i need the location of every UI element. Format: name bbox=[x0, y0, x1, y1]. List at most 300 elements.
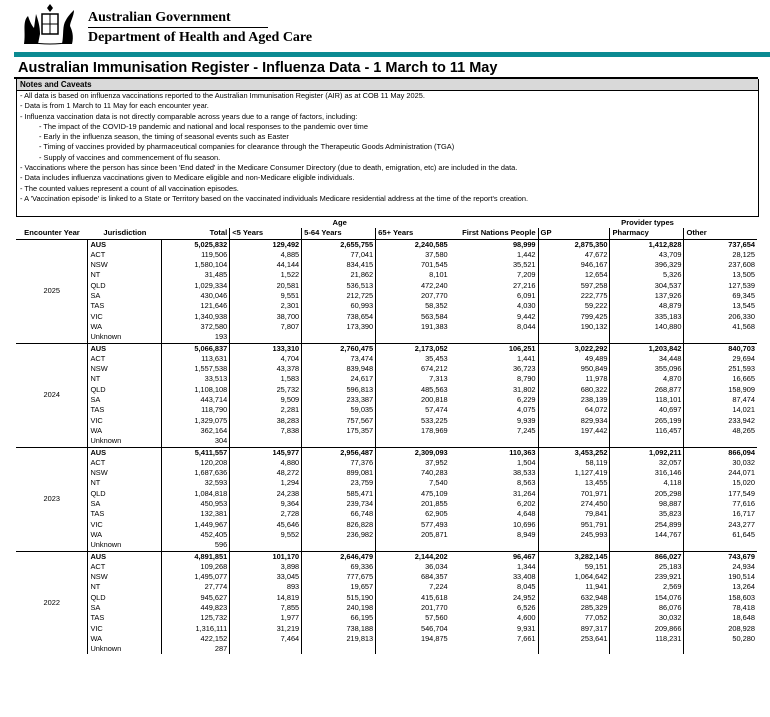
value-cell: 13,264 bbox=[684, 582, 757, 592]
value-cell: 1,580,104 bbox=[162, 260, 230, 270]
table-row bbox=[16, 405, 757, 415]
value-cell: 701,545 bbox=[376, 260, 450, 270]
value-cell: 98,887 bbox=[610, 499, 684, 509]
table-row bbox=[16, 395, 757, 405]
value-cell: 899,081 bbox=[302, 468, 376, 478]
note-line: - The counted values represent a count of all vaccination episodes. bbox=[20, 183, 239, 193]
value-cell: 1,329,075 bbox=[162, 416, 230, 426]
value-cell: 1,412,828 bbox=[610, 239, 684, 250]
value-cell: 7,855 bbox=[230, 603, 302, 613]
value-cell: 2,956,487 bbox=[302, 447, 376, 458]
value-cell: 335,183 bbox=[610, 312, 684, 322]
value-cell: 4,030 bbox=[517, 301, 536, 311]
value-cell: 57,474 bbox=[376, 405, 450, 415]
value-cell: 58,119 bbox=[538, 458, 610, 468]
value-cell: 450,953 bbox=[162, 499, 230, 509]
value-cell: 362,164 bbox=[162, 426, 230, 436]
value-cell: 893 bbox=[230, 582, 302, 592]
value-cell: 133,310 bbox=[230, 343, 302, 354]
value-cell: 6,229 bbox=[517, 395, 536, 405]
jurisdiction-cell: AUS bbox=[88, 343, 162, 354]
value-cell: 701,971 bbox=[538, 489, 610, 499]
note-line: - Timing of vaccines provided by pharmaceutical companies for clearance through the Therapeutic Goods Administration (TGA) bbox=[39, 142, 455, 152]
table-row bbox=[16, 644, 757, 654]
col-first-nations: First Nations People bbox=[450, 228, 538, 239]
value-cell: 233,387 bbox=[302, 395, 376, 405]
value-cell bbox=[610, 540, 684, 551]
value-cell: 1,084,818 bbox=[162, 489, 230, 499]
value-cell: 4,118 bbox=[610, 478, 684, 488]
value-cell: 129,492 bbox=[230, 239, 302, 250]
value-cell: 7,661 bbox=[517, 633, 536, 643]
note-line: - A 'Vaccination episode' is linked to a State or Territory based on the vaccinated individuals Medicare residential address at the time of the report's creation. bbox=[20, 193, 529, 203]
value-cell: 31,219 bbox=[230, 624, 302, 634]
value-cell: 2,655,755 bbox=[302, 239, 376, 250]
value-cell: 743,679 bbox=[684, 551, 757, 562]
value-cell: 127,539 bbox=[684, 281, 757, 291]
value-cell: 738,654 bbox=[302, 312, 376, 322]
value-cell bbox=[302, 436, 376, 447]
jurisdiction-cell: NT bbox=[88, 582, 162, 592]
value-cell: 684,357 bbox=[376, 572, 450, 582]
table-row bbox=[16, 270, 757, 280]
value-cell: 109,268 bbox=[162, 562, 230, 572]
page-title: Australian Immunisation Register - Influenza Data - 1 March to 11 May bbox=[18, 60, 498, 76]
jurisdiction-cell: WA bbox=[88, 322, 162, 332]
data-table bbox=[16, 218, 757, 654]
value-cell: 5,326 bbox=[610, 270, 684, 280]
value-cell: 597,258 bbox=[538, 281, 610, 291]
value-cell: 372,580 bbox=[162, 322, 230, 332]
dept-name: Department of Health and Aged Care bbox=[88, 30, 313, 45]
note-line: - Vaccinations where the person has since been 'End dated' in the Medicare Consumer Directory (due to death, emigration, etc) are included in the data. bbox=[20, 163, 518, 173]
value-cell: 2,240,585 bbox=[376, 239, 450, 250]
value-cell: 422,152 bbox=[162, 634, 230, 644]
value-cell: 3,453,252 bbox=[538, 447, 610, 458]
value-cell: 59,222 bbox=[538, 301, 610, 311]
value-cell: 950,849 bbox=[538, 364, 610, 374]
value-cell: 15,020 bbox=[684, 478, 757, 488]
value-cell bbox=[538, 436, 610, 447]
value-cell: 1,449,967 bbox=[162, 520, 230, 530]
jurisdiction-cell: NSW bbox=[88, 364, 162, 374]
jurisdiction-cell: SA bbox=[88, 395, 162, 405]
value-cell: 4,885 bbox=[230, 250, 302, 260]
value-cell: 13,545 bbox=[684, 301, 757, 311]
value-cell: 59,035 bbox=[302, 405, 376, 415]
value-cell: 96,467 bbox=[450, 551, 538, 562]
value-cell: 212,725 bbox=[302, 291, 376, 301]
value-cell: 6,526 bbox=[517, 602, 536, 612]
value-cell: 287 bbox=[162, 644, 230, 654]
value-cell: 44,144 bbox=[230, 260, 302, 270]
value-cell: 839,948 bbox=[302, 364, 376, 374]
value-cell: 177,549 bbox=[684, 489, 757, 499]
table-row bbox=[16, 447, 757, 458]
value-cell: 951,791 bbox=[538, 520, 610, 530]
note-line: - Supply of vaccines and commencement of flu season. bbox=[39, 152, 221, 162]
table-row bbox=[16, 458, 757, 468]
table-row bbox=[16, 312, 757, 322]
value-cell: 1,522 bbox=[230, 270, 302, 280]
value-cell: 826,828 bbox=[302, 520, 376, 530]
value-cell: 77,041 bbox=[302, 250, 376, 260]
value-cell: 265,199 bbox=[610, 416, 684, 426]
value-cell: 27,774 bbox=[162, 582, 230, 592]
value-cell: 6,202 bbox=[517, 499, 536, 509]
col-gp: GP bbox=[538, 228, 610, 239]
value-cell: 24,617 bbox=[302, 374, 376, 384]
notes-body bbox=[17, 91, 758, 204]
note-line: - Influenza vaccination data is not directly comparable across years due to a range of factors, including: bbox=[20, 111, 358, 121]
value-cell: 7,224 bbox=[376, 582, 450, 592]
encounter-year: 2024 bbox=[16, 343, 88, 447]
value-cell: 9,939 bbox=[517, 415, 536, 425]
value-cell: 201,770 bbox=[376, 603, 450, 613]
value-cell: 120,208 bbox=[162, 458, 230, 468]
jurisdiction-cell: QLD bbox=[88, 593, 162, 603]
value-cell: 106,251 bbox=[450, 343, 538, 354]
value-cell bbox=[376, 332, 450, 343]
value-cell: 485,563 bbox=[376, 385, 450, 395]
value-cell: 2,144,202 bbox=[376, 551, 450, 562]
value-cell: 1,687,636 bbox=[162, 468, 230, 478]
value-cell: 7,838 bbox=[230, 426, 302, 436]
value-cell bbox=[684, 332, 757, 343]
jurisdiction-cell: AUS bbox=[88, 551, 162, 562]
value-cell: 33,513 bbox=[162, 374, 230, 384]
jurisdiction-cell: WA bbox=[88, 426, 162, 436]
value-cell: 563,584 bbox=[376, 312, 450, 322]
value-cell: 9,552 bbox=[230, 530, 302, 540]
value-cell: 36,034 bbox=[376, 562, 450, 572]
value-cell: 33,408 bbox=[512, 572, 536, 582]
header bbox=[0, 0, 770, 50]
jurisdiction-cell: Unknown bbox=[88, 540, 162, 551]
value-cell: 194,875 bbox=[376, 634, 450, 644]
value-cell: 1,504 bbox=[517, 457, 536, 467]
value-cell: 209,866 bbox=[610, 624, 684, 634]
value-cell: 546,704 bbox=[376, 624, 450, 634]
value-cell: 28,125 bbox=[684, 250, 757, 260]
value-cell: 244,071 bbox=[684, 468, 757, 478]
value-cell: 5,025,832 bbox=[162, 239, 230, 250]
value-cell: 116,457 bbox=[610, 426, 684, 436]
table-row bbox=[16, 332, 757, 343]
value-cell: 757,567 bbox=[302, 416, 376, 426]
jurisdiction-cell: NSW bbox=[88, 572, 162, 582]
value-cell bbox=[538, 332, 610, 343]
value-cell: 4,704 bbox=[230, 354, 302, 364]
table-row bbox=[16, 354, 757, 364]
value-cell: 799,425 bbox=[538, 312, 610, 322]
value-cell: 66,748 bbox=[302, 509, 376, 519]
value-cell bbox=[684, 540, 757, 551]
value-cell: 834,415 bbox=[302, 260, 376, 270]
value-cell: 35,453 bbox=[376, 354, 450, 364]
value-cell: 1,583 bbox=[230, 374, 302, 384]
value-cell: 118,231 bbox=[610, 634, 684, 644]
value-cell: 475,109 bbox=[376, 489, 450, 499]
table-row bbox=[16, 530, 757, 540]
value-cell: 304 bbox=[162, 436, 230, 447]
jurisdiction-cell: Unknown bbox=[88, 436, 162, 447]
value-cell: 118,790 bbox=[162, 405, 230, 415]
value-cell: 316,146 bbox=[610, 468, 684, 478]
value-cell: 8,101 bbox=[376, 270, 450, 280]
note-line: - Data includes influenza vaccinations given to Medicare eligible and non-Medicare eligible individuals. bbox=[20, 173, 355, 183]
value-cell: 37,952 bbox=[376, 458, 450, 468]
value-cell: 9,364 bbox=[230, 499, 302, 509]
value-cell bbox=[302, 332, 376, 343]
value-cell bbox=[684, 644, 757, 654]
value-cell: 5,411,557 bbox=[162, 447, 230, 458]
value-cell: 8,563 bbox=[517, 478, 536, 488]
jurisdiction-cell: ACT bbox=[88, 354, 162, 364]
value-cell: 145,977 bbox=[230, 447, 302, 458]
value-cell: 49,489 bbox=[538, 354, 610, 364]
value-cell: 125,732 bbox=[162, 613, 230, 623]
value-cell: 113,631 bbox=[162, 354, 230, 364]
value-cell: 577,493 bbox=[376, 520, 450, 530]
value-cell: 866,094 bbox=[684, 447, 757, 458]
jurisdiction-cell: ACT bbox=[88, 562, 162, 572]
value-cell: 8,790 bbox=[517, 374, 536, 384]
value-cell: 25,732 bbox=[230, 385, 302, 395]
table-row bbox=[16, 468, 757, 478]
table-body bbox=[16, 239, 757, 654]
value-cell: 4,891,851 bbox=[162, 551, 230, 562]
value-cell bbox=[302, 644, 376, 654]
value-cell: 101,170 bbox=[230, 551, 302, 562]
value-cell: 222,775 bbox=[538, 291, 610, 301]
value-cell: 58,352 bbox=[376, 301, 450, 311]
value-cell: 66,195 bbox=[302, 613, 376, 623]
value-cell: 47,672 bbox=[538, 250, 610, 260]
value-cell: 7,464 bbox=[230, 634, 302, 644]
table-row bbox=[16, 416, 757, 426]
jurisdiction-cell: NSW bbox=[88, 468, 162, 478]
value-cell: 205,298 bbox=[610, 489, 684, 499]
value-cell: 48,879 bbox=[610, 301, 684, 311]
value-cell bbox=[302, 540, 376, 551]
value-cell: 77,616 bbox=[684, 499, 757, 509]
value-cell: 50,280 bbox=[684, 634, 757, 644]
value-cell: 840,703 bbox=[684, 343, 757, 354]
age-group-header: Age bbox=[332, 218, 347, 227]
jurisdiction-cell: SA bbox=[88, 291, 162, 301]
header-divider bbox=[88, 27, 268, 28]
value-cell: 1,127,419 bbox=[538, 468, 610, 478]
value-cell: 945,627 bbox=[162, 593, 230, 603]
value-cell: 43,378 bbox=[230, 364, 302, 374]
value-cell: 7,807 bbox=[230, 322, 302, 332]
value-cell bbox=[538, 540, 610, 551]
value-cell: 1,092,211 bbox=[610, 447, 684, 458]
value-cell: 1,029,334 bbox=[162, 281, 230, 291]
value-cell: 274,450 bbox=[538, 499, 610, 509]
table-row bbox=[16, 478, 757, 488]
value-cell: 9,931 bbox=[517, 623, 536, 633]
value-cell: 585,471 bbox=[302, 489, 376, 499]
value-cell: 596 bbox=[162, 540, 230, 551]
value-cell: 7,540 bbox=[376, 478, 450, 488]
value-cell: 9,551 bbox=[230, 291, 302, 301]
value-cell: 4,870 bbox=[610, 374, 684, 384]
value-cell: 41,568 bbox=[684, 322, 757, 332]
value-cell: 14,021 bbox=[684, 405, 757, 415]
jurisdiction-cell: Unknown bbox=[88, 332, 162, 343]
value-cell: 32,057 bbox=[610, 458, 684, 468]
value-cell bbox=[450, 332, 538, 343]
value-cell bbox=[450, 436, 538, 447]
note-line: - Data is from 1 March to 11 May for each encounter year. bbox=[20, 101, 209, 111]
value-cell bbox=[376, 540, 450, 551]
value-cell: 154,076 bbox=[610, 593, 684, 603]
value-cell: 38,533 bbox=[512, 468, 536, 478]
value-cell: 36,723 bbox=[512, 364, 536, 374]
value-cell: 208,928 bbox=[684, 624, 757, 634]
value-cell: 254,899 bbox=[610, 520, 684, 530]
value-cell: 8,045 bbox=[517, 582, 536, 592]
value-cell: 1,441 bbox=[517, 353, 536, 363]
jurisdiction-cell: SA bbox=[88, 499, 162, 509]
value-cell: 239,734 bbox=[302, 499, 376, 509]
value-cell: 449,823 bbox=[162, 603, 230, 613]
value-cell: 31,485 bbox=[162, 270, 230, 280]
value-cell bbox=[450, 540, 538, 551]
value-cell: 33,045 bbox=[230, 572, 302, 582]
table-row bbox=[16, 343, 757, 354]
value-cell: 197,442 bbox=[538, 426, 610, 436]
value-cell: 2,569 bbox=[610, 582, 684, 592]
table-row bbox=[16, 426, 757, 436]
value-cell: 8,949 bbox=[517, 529, 536, 539]
value-cell: 245,993 bbox=[538, 530, 610, 540]
value-cell: 2,760,475 bbox=[302, 343, 376, 354]
table-row bbox=[16, 489, 757, 499]
value-cell: 40,697 bbox=[610, 405, 684, 415]
note-line: - Early in the influenza season, the timing of seasonal events such as Easter bbox=[39, 132, 289, 142]
col-5-64: 5-64 Years bbox=[302, 228, 376, 239]
value-cell: 253,641 bbox=[538, 634, 610, 644]
value-cell bbox=[538, 644, 610, 654]
value-cell: 415,618 bbox=[376, 593, 450, 603]
jurisdiction-cell: QLD bbox=[88, 385, 162, 395]
value-cell: 4,880 bbox=[230, 458, 302, 468]
jurisdiction-cell: QLD bbox=[88, 489, 162, 499]
value-cell: 2,728 bbox=[230, 509, 302, 519]
value-cell: 137,926 bbox=[610, 291, 684, 301]
table-row bbox=[16, 520, 757, 530]
value-cell: 11,978 bbox=[538, 374, 610, 384]
value-cell: 191,383 bbox=[376, 322, 450, 332]
value-cell: 219,813 bbox=[302, 634, 376, 644]
value-cell: 98,999 bbox=[450, 239, 538, 250]
value-cell: 60,993 bbox=[302, 301, 376, 311]
table-row bbox=[16, 239, 757, 250]
value-cell: 4,075 bbox=[517, 405, 536, 415]
value-cell: 79,841 bbox=[538, 509, 610, 519]
jurisdiction-cell: ACT bbox=[88, 250, 162, 260]
jurisdiction-cell: AUS bbox=[88, 447, 162, 458]
table-row bbox=[16, 250, 757, 260]
value-cell: 132,381 bbox=[162, 509, 230, 519]
value-cell: 110,363 bbox=[450, 447, 538, 458]
jurisdiction-cell: WA bbox=[88, 634, 162, 644]
value-cell: 430,046 bbox=[162, 291, 230, 301]
value-cell: 21,862 bbox=[302, 270, 376, 280]
value-cell: 31,264 bbox=[512, 488, 536, 498]
table-row bbox=[16, 499, 757, 509]
value-cell: 680,322 bbox=[538, 385, 610, 395]
value-cell: 738,188 bbox=[302, 624, 376, 634]
jurisdiction-cell: VIC bbox=[88, 416, 162, 426]
value-cell: 23,759 bbox=[302, 478, 376, 488]
value-cell: 11,941 bbox=[538, 582, 610, 592]
jurisdiction-cell: SA bbox=[88, 603, 162, 613]
value-cell: 1,108,108 bbox=[162, 385, 230, 395]
table-row bbox=[16, 281, 757, 291]
value-cell: 207,770 bbox=[376, 291, 450, 301]
table-row bbox=[16, 322, 757, 332]
value-cell: 29,694 bbox=[684, 354, 757, 364]
value-cell: 632,948 bbox=[538, 593, 610, 603]
col-total: Total bbox=[162, 228, 230, 239]
table-row bbox=[16, 301, 757, 311]
value-cell: 77,052 bbox=[538, 613, 610, 623]
value-cell bbox=[610, 436, 684, 447]
value-cell: 27,216 bbox=[512, 280, 536, 290]
value-cell: 193 bbox=[162, 332, 230, 343]
table-row bbox=[16, 374, 757, 384]
value-cell bbox=[376, 436, 450, 447]
value-cell: 251,593 bbox=[684, 364, 757, 374]
value-cell: 18,648 bbox=[684, 613, 757, 623]
jurisdiction-cell: Unknown bbox=[88, 644, 162, 654]
value-cell: 596,813 bbox=[302, 385, 376, 395]
jurisdiction-cell: AUS bbox=[88, 239, 162, 250]
value-cell: 2,646,479 bbox=[302, 551, 376, 562]
value-cell: 2,281 bbox=[230, 405, 302, 415]
jurisdiction-cell: NSW bbox=[88, 260, 162, 270]
value-cell bbox=[610, 644, 684, 654]
value-cell bbox=[450, 644, 538, 654]
value-cell: 866,027 bbox=[610, 551, 684, 562]
value-cell: 233,942 bbox=[684, 416, 757, 426]
table-row bbox=[16, 603, 757, 613]
table-row bbox=[16, 291, 757, 301]
value-cell: 64,072 bbox=[538, 405, 610, 415]
value-cell: 14,819 bbox=[230, 593, 302, 603]
value-cell: 32,593 bbox=[162, 478, 230, 488]
value-cell: 73,474 bbox=[302, 354, 376, 364]
value-cell: 69,345 bbox=[684, 291, 757, 301]
value-cell: 24,238 bbox=[230, 489, 302, 499]
value-cell: 236,982 bbox=[302, 530, 376, 540]
note-line: - The impact of the COVID-19 pandemic and national and local responses to the pandemic over time bbox=[39, 121, 368, 131]
coat-of-arms-icon bbox=[18, 4, 82, 46]
value-cell: 2,309,093 bbox=[376, 447, 450, 458]
value-cell: 30,032 bbox=[610, 613, 684, 623]
value-cell: 443,714 bbox=[162, 395, 230, 405]
value-cell: 240,198 bbox=[302, 603, 376, 613]
table-row bbox=[16, 593, 757, 603]
col-under-5: <5 Years bbox=[230, 228, 302, 239]
value-cell: 3,898 bbox=[230, 562, 302, 572]
encounter-year: 2025 bbox=[16, 239, 88, 343]
table-row bbox=[16, 562, 757, 572]
